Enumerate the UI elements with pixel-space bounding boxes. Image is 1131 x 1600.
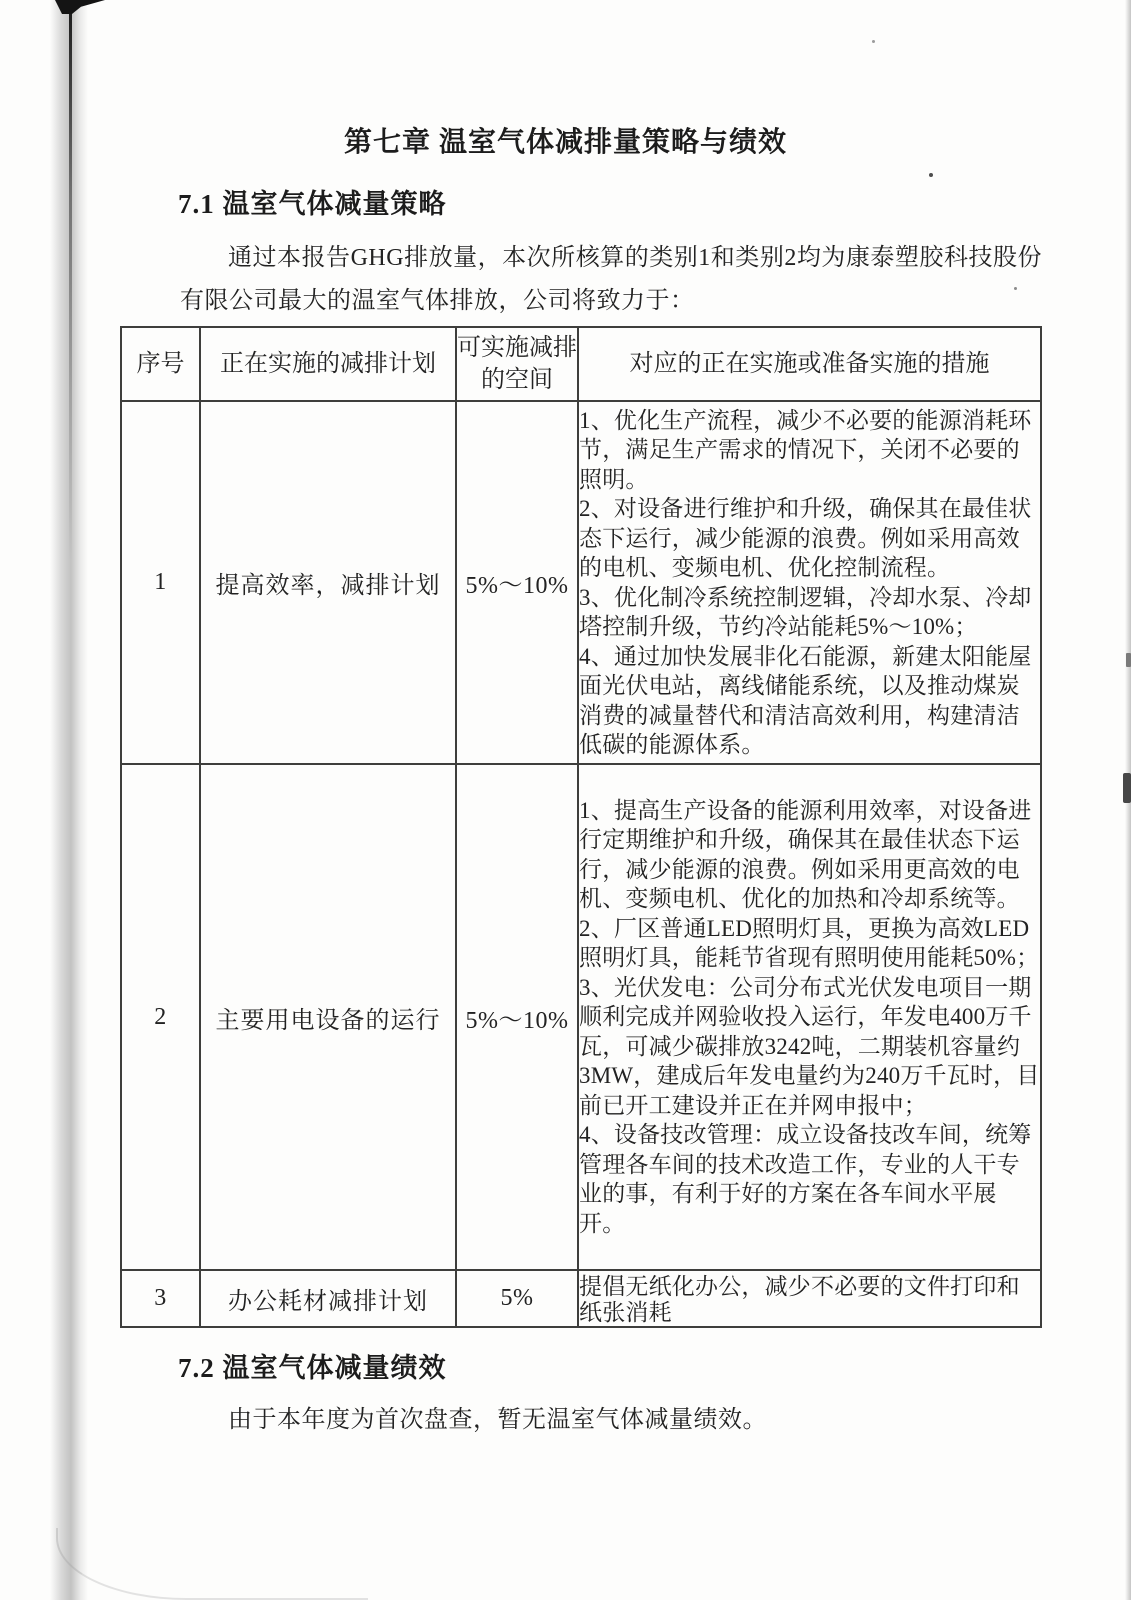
row-measures bbox=[578, 401, 1041, 764]
measure-item: 4、设备技改管理：成立设备技改车间，统筹管理各车间的技术改造工作，专业的人干专业的事，有利于好的方案在各车间水平展开。 bbox=[579, 1122, 1032, 1236]
header-plan: 正在实施的减排计划 bbox=[200, 327, 456, 401]
reduction-plan-table bbox=[120, 326, 1042, 1328]
row-plan: 提高效率，减排计划 bbox=[200, 401, 456, 764]
row-no: 2 bbox=[121, 764, 200, 1270]
row-measures bbox=[578, 1270, 1041, 1327]
scan-speck bbox=[872, 40, 875, 43]
header-no: 序号 bbox=[121, 327, 200, 401]
measure-item: 提倡无纸化办公，减少不必要的文件打印和纸张消耗 bbox=[579, 1273, 1020, 1325]
scan-speck bbox=[929, 173, 933, 177]
row-plan: 主要用电设备的运行 bbox=[200, 764, 456, 1270]
scan-right-mark-lower bbox=[1123, 773, 1131, 803]
section-7-1-heading: 7.1 温室气体减量策略 bbox=[178, 189, 447, 219]
table-row bbox=[121, 401, 1041, 764]
row-space: 5%～10% bbox=[456, 401, 578, 764]
measure-item: 4、通过加快发展非化石能源，新建太阳能屋面光伏电站，离线储能系统，以及推动煤炭消费的减量替代和清洁高效利用，构建清洁低碳的能源体系。 bbox=[579, 643, 1032, 757]
row-no: 1 bbox=[121, 401, 200, 764]
chapter-title: 第七章 温室气体减排量策略与绩效 bbox=[343, 127, 787, 158]
measure-item: 1、优化生产流程，减少不必要的能源消耗环节，满足生产需求的情况下，关闭不必要的照明。 bbox=[579, 407, 1032, 492]
scan-right-mark-upper bbox=[1126, 653, 1131, 667]
measure-item: 3、优化制冷系统控制逻辑，冷却水泵、冷却塔控制升级，节约冷站能耗5%～10%； bbox=[579, 584, 1032, 639]
table-row bbox=[121, 1270, 1041, 1327]
scan-left-edge-line bbox=[69, 0, 72, 560]
row-plan: 办公耗材减排计划 bbox=[200, 1270, 456, 1327]
section-7-2-paragraph: 由于本年度为首次盘查，暂无温室气体减量绩效。 bbox=[228, 1407, 767, 1433]
section-7-1-paragraph: 通过本报告GHG排放量，本次所核算的类别1和类别2均为康泰塑胶科技股份有限公司最大的温室气体排放，公司将致力于： bbox=[180, 245, 1042, 314]
header-measures: 对应的正在实施或准备实施的措施 bbox=[578, 327, 1041, 401]
measure-item: 3、光伏发电：公司分布式光伏发电项目一期顺利完成并网验收投入运行，年发电400万千瓦，可减少碳排放3242吨，二期装机容量约3MW，建成后年发电量约为240万千瓦时，目前已开工建设并正在并网申报中； bbox=[579, 974, 1040, 1118]
measure-item: 2、厂区普通LED照明灯具，更换为高效LED照明灯具，能耗节省现有照明使用能耗50%； bbox=[579, 915, 1040, 971]
measure-item: 2、对设备进行维护和升级，确保其在最佳状态下运行，减少能源的浪费。例如采用高效的电机、变频电机、优化控制流程。 bbox=[579, 496, 1032, 580]
table-row bbox=[121, 764, 1041, 1270]
section-7-2-heading: 7.2 温室气体减量绩效 bbox=[178, 1353, 447, 1383]
measure-item: 1、提高生产设备的能源利用效率，对设备进行定期维护和升级，确保其在最佳状态下运行，减少能源的浪费。例如采用更高效的电机、变频电机、优化的加热和冷却系统等。 bbox=[579, 797, 1032, 912]
row-space: 5%～10% bbox=[456, 764, 578, 1270]
header-space: 可实施减排的空间 bbox=[456, 327, 578, 401]
table-header-row bbox=[121, 327, 1041, 401]
row-space: 5% bbox=[456, 1270, 578, 1327]
row-measures bbox=[578, 764, 1041, 1270]
scan-bottom-curl-shadow bbox=[56, 1528, 368, 1600]
row-no: 3 bbox=[121, 1270, 200, 1327]
